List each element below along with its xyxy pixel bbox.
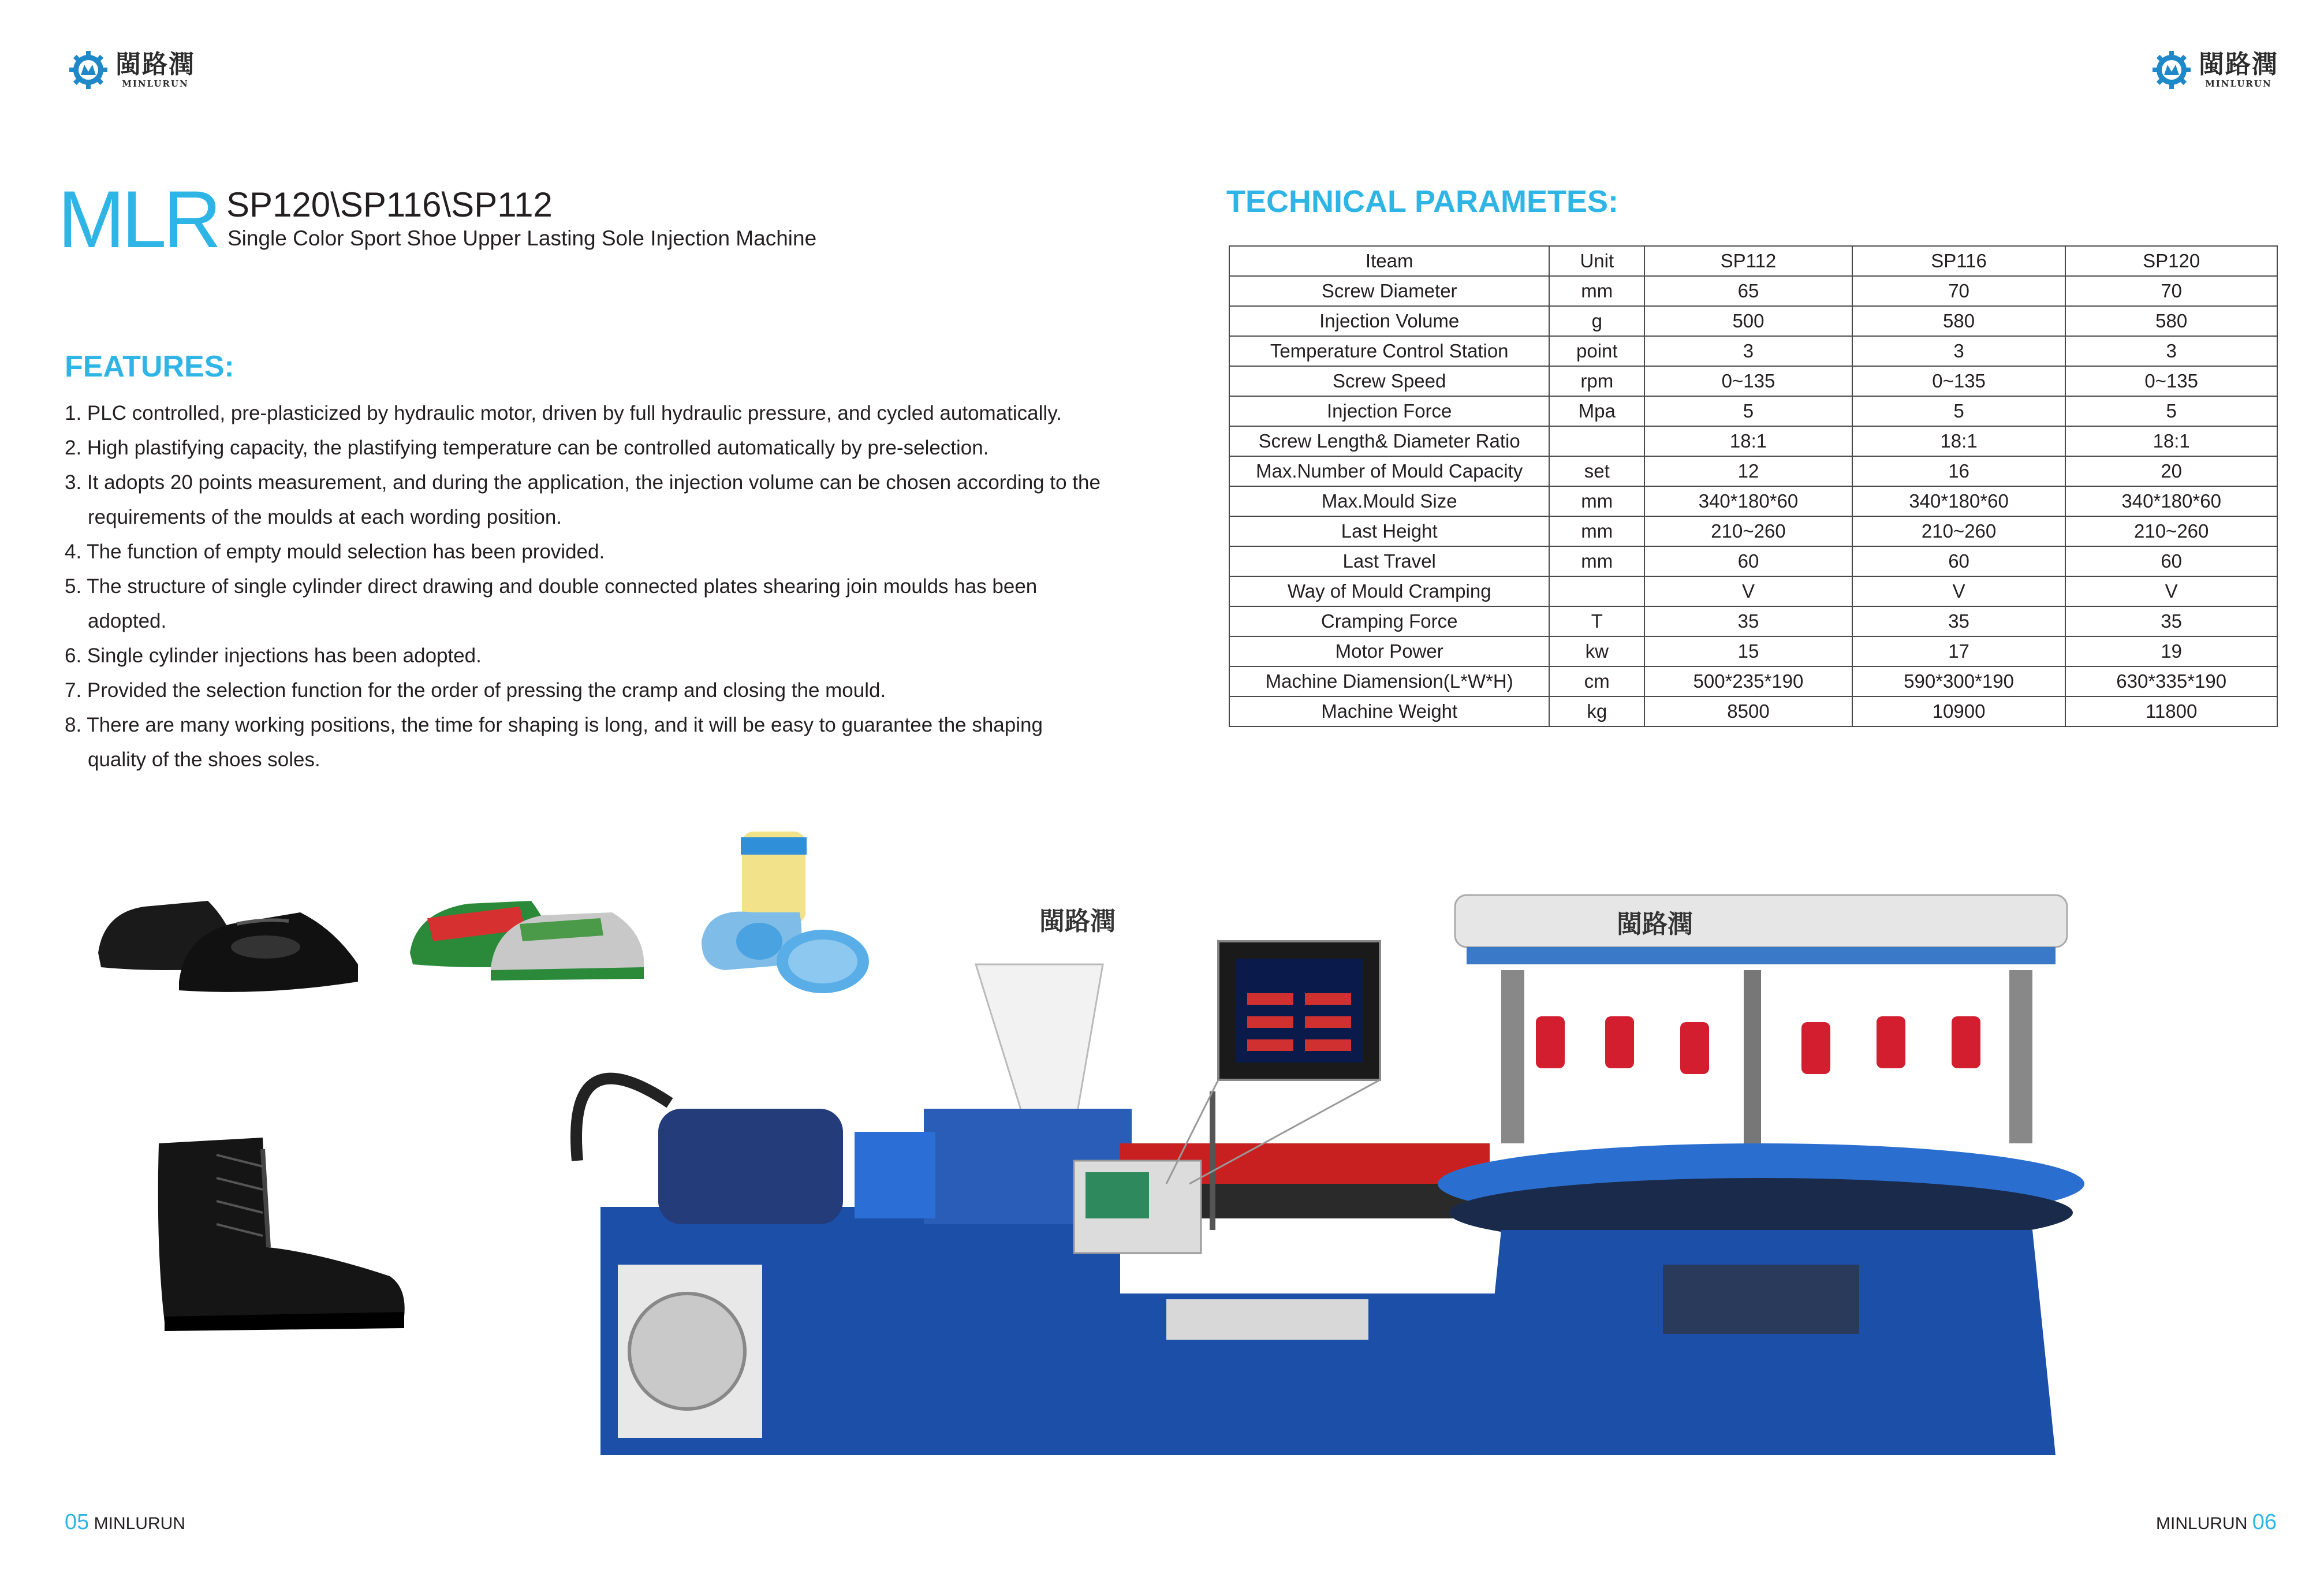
machine-logo-text: 閩路潤 (1039, 907, 1116, 936)
table-cell: Max.Mould Size (1229, 486, 1549, 516)
table-cell: rpm (1549, 366, 1644, 396)
table-cell: 15 (1644, 636, 1852, 666)
table-row (1229, 486, 2277, 516)
table-cell: 210~260 (2065, 516, 2277, 546)
features-heading: FEATURES: (65, 350, 234, 383)
table-cell: 35 (1852, 606, 2066, 636)
table-cell: T (1549, 606, 1644, 636)
table-cell: SP116 (1852, 246, 2066, 276)
table-cell: 5 (2065, 396, 2277, 426)
table-row (1229, 516, 2277, 546)
footer-left (65, 1510, 185, 1535)
table-cell: 590*300*190 (1852, 666, 2066, 696)
brand-en-right: MINLURUN (2205, 79, 2272, 89)
table-cell: point (1549, 336, 1644, 366)
table-row (1229, 636, 2277, 666)
table-cell: mm (1549, 276, 1644, 306)
brand-cn-left: 閩路潤 (115, 50, 195, 79)
table-row (1229, 606, 2277, 636)
brand-cn-right: 閩路潤 (2199, 50, 2278, 79)
table-cell: 8500 (1644, 696, 1852, 726)
table-cell: 65 (1644, 276, 1852, 306)
technical-parameters-table (1229, 245, 2278, 727)
table-cell: 580 (1852, 306, 2066, 336)
table-cell: Screw Length& Diameter Ratio (1229, 426, 1549, 456)
table-row (1229, 696, 2277, 726)
feature-item: 6. Single cylinder injections has been adopted. (65, 644, 482, 667)
brand-logo-right (2151, 50, 2278, 90)
table-row (1229, 336, 2277, 366)
brand-logo-left (68, 50, 195, 90)
table-cell: Injection Force (1229, 396, 1549, 426)
table-cell: 0~135 (2065, 366, 2277, 396)
page-number-right: 06 (2252, 1510, 2277, 1534)
table-cell: Unit (1549, 246, 1644, 276)
table-cell: set (1549, 456, 1644, 486)
table-cell: 5 (1644, 396, 1852, 426)
machine-logo-text-2: 閩路潤 (1617, 909, 1693, 939)
table-cell: 11800 (2065, 696, 2277, 726)
table-cell: kw (1549, 636, 1644, 666)
table-cell: g (1549, 306, 1644, 336)
table-header-row (1229, 246, 2277, 276)
table-cell: Max.Number of Mould Capacity (1229, 456, 1549, 486)
table-row (1229, 426, 2277, 456)
brand-en-left: MINLURUN (122, 79, 189, 89)
feature-item: 8. There are many working positions, the time for shaping is long, and it will be easy to guarantee the shaping quality of the shoes soles. (65, 714, 1043, 771)
table-cell: mm (1549, 546, 1644, 576)
table-cell: 3 (1644, 336, 1852, 366)
table-cell: 210~260 (1852, 516, 2066, 546)
table-cell: Screw Diameter (1229, 276, 1549, 306)
table-cell: 70 (2065, 276, 2277, 306)
military-boot-image (147, 1132, 413, 1340)
table-cell: Temperature Control Station (1229, 336, 1549, 366)
table-cell: 16 (1852, 456, 2066, 486)
gear-logo-icon (68, 50, 109, 90)
table-row (1229, 456, 2277, 486)
table-cell: 3 (1852, 336, 2066, 366)
table-cell: 18:1 (1644, 426, 1852, 456)
table-row (1229, 576, 2277, 606)
table-row (1229, 666, 2277, 696)
table-cell: 60 (2065, 546, 2277, 576)
injection-machine-image (554, 860, 2125, 1467)
feature-item: 7. Provided the selection function for the order of pressing the cramp and closing the mould. (65, 679, 886, 702)
table-row (1229, 276, 2277, 306)
table-cell: 0~135 (1644, 366, 1852, 396)
table-cell: mm (1549, 486, 1644, 516)
table-cell: 70 (1852, 276, 2066, 306)
page-number-left: 05 (65, 1510, 89, 1534)
table-cell: Motor Power (1229, 636, 1549, 666)
table-cell: V (1644, 576, 1852, 606)
table-cell: Machine Diamension(L*W*H) (1229, 666, 1549, 696)
table-cell: 3 (2065, 336, 2277, 366)
footer-brand-left: MINLURUN (94, 1514, 185, 1533)
model-prefix: MLR (58, 174, 218, 264)
table-cell: 0~135 (1852, 366, 2066, 396)
feature-item: 3. It adopts 20 points measurement, and during the application, the injection volume can be chosen according to the requirements of the moulds at each wording position. (65, 471, 1101, 528)
table-cell: Machine Weight (1229, 696, 1549, 726)
table-cell: 630*335*190 (2065, 666, 2277, 696)
table-cell: Injection Volume (1229, 306, 1549, 336)
table-cell: 500 (1644, 306, 1852, 336)
table-cell: 20 (2065, 456, 2277, 486)
feature-item: 5. The structure of single cylinder direct drawing and double connected plates shearing join moulds has been adopted. (65, 575, 1038, 632)
table-row (1229, 546, 2277, 576)
table-cell: 35 (1644, 606, 1852, 636)
table-cell: SP112 (1644, 246, 1852, 276)
table-cell: 340*180*60 (1852, 486, 2066, 516)
product-subtitle: Single Color Sport Shoe Upper Lasting Sole Injection Machine (227, 226, 817, 250)
features-list (65, 396, 1104, 777)
feature-item: 2. High plastifying capacity, the plastifying temperature can be controlled automatically by pre-selection. (65, 437, 989, 459)
table-cell: 18:1 (1852, 426, 2066, 456)
leather-shoe-image (92, 866, 364, 1005)
table-row (1229, 396, 2277, 426)
table-cell: cm (1549, 666, 1644, 696)
model-numbers: SP120\SP116\SP112 (226, 185, 553, 224)
table-cell: 12 (1644, 456, 1852, 486)
table-cell: Last Travel (1229, 546, 1549, 576)
table-cell (1549, 576, 1644, 606)
table-cell: Cramping Force (1229, 606, 1549, 636)
table-cell: 210~260 (1644, 516, 1852, 546)
table-cell (1549, 426, 1644, 456)
table-cell: 19 (2065, 636, 2277, 666)
table-cell: Way of Mould Cramping (1229, 576, 1549, 606)
table-row (1229, 366, 2277, 396)
table-cell: 340*180*60 (2065, 486, 2277, 516)
table-cell: 340*180*60 (1644, 486, 1852, 516)
table-cell: 580 (2065, 306, 2277, 336)
table-cell: Screw Speed (1229, 366, 1549, 396)
table-cell: Last Height (1229, 516, 1549, 546)
table-cell: 5 (1852, 396, 2066, 426)
table-cell: 17 (1852, 636, 2066, 666)
table-row (1229, 306, 2277, 336)
table-cell: 10900 (1852, 696, 2066, 726)
table-cell: 500*235*190 (1644, 666, 1852, 696)
table-cell: 18:1 (2065, 426, 2277, 456)
table-cell: 60 (1644, 546, 1852, 576)
table-cell: 35 (2065, 606, 2277, 636)
feature-item: 1. PLC controlled, pre-plasticized by hydraulic motor, driven by full hydraulic pressure, and cycled automatically. (65, 402, 1062, 424)
table-cell: SP120 (2065, 246, 2277, 276)
table-cell: Mpa (1549, 396, 1644, 426)
gear-logo-icon (2151, 50, 2192, 90)
table-cell: kg (1549, 696, 1644, 726)
feature-item: 4. The function of empty mould selection has been provided. (65, 540, 605, 563)
footer-right (2156, 1510, 2277, 1535)
table-cell: V (1852, 576, 2066, 606)
table-cell: V (2065, 576, 2277, 606)
technical-heading: TECHNICAL PARAMETES: (1226, 184, 1619, 219)
table-cell: Iteam (1229, 246, 1549, 276)
footer-brand-right: MINLURUN (2156, 1514, 2248, 1533)
table-cell: mm (1549, 516, 1644, 546)
table-cell: 60 (1852, 546, 2066, 576)
